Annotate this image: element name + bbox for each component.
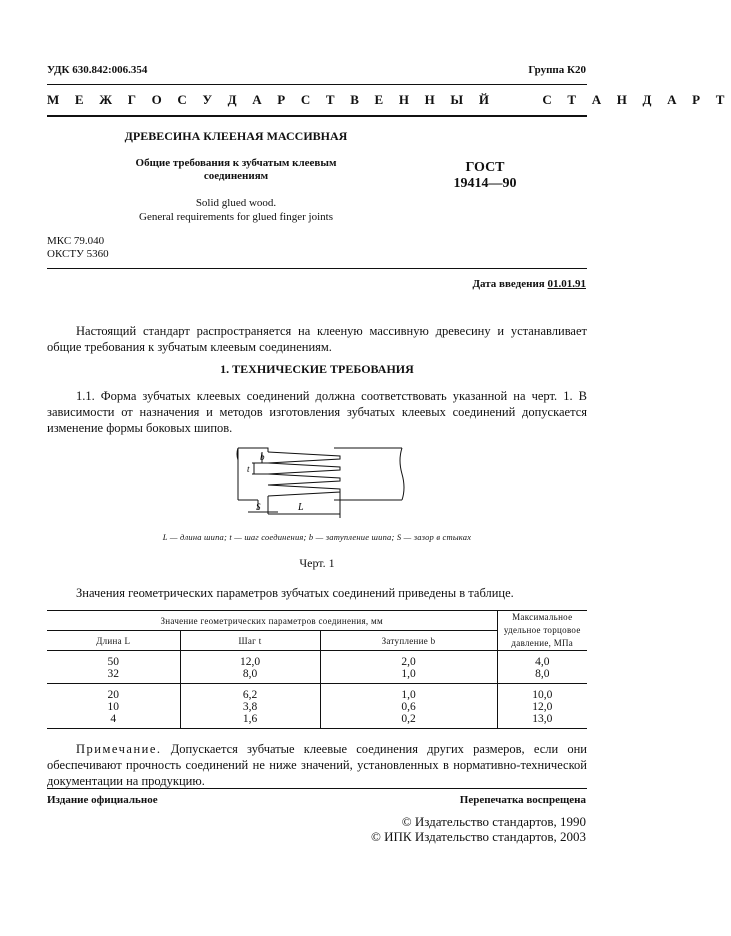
english-title-line-1: Solid glued wood. <box>195 197 277 209</box>
subtitle-line-1: Общие требования к зубчатым клеевым <box>135 157 337 169</box>
figure-legend: L — длина шипа; t — шаг соединения; b — затупление шипа; S — зазор в стыках <box>162 532 472 542</box>
note-text: Допускается зубчатые клеевые соединения других размеров, если они обеспечивают прочность соединений не ниже значений, установленных в нормативно-технической документации на продукцию. <box>47 742 587 788</box>
intro-date <box>472 278 586 290</box>
cell-step: 3,8 <box>180 701 320 713</box>
cell-length: 4 <box>47 713 180 729</box>
label-b: b <box>260 452 265 462</box>
parameters-table <box>47 610 587 729</box>
right-break-line <box>400 448 404 500</box>
table-header-blunt: Затупление b <box>320 631 497 651</box>
gost-label: ГОСТ <box>465 160 505 175</box>
finger-joint-drawing <box>234 440 406 520</box>
copyright-2003: © ИПК Издательство стандартов, 2003 <box>371 829 586 844</box>
header-rule <box>47 84 587 85</box>
table-row <box>47 689 587 701</box>
cell-blunt: 1,0 <box>320 668 497 684</box>
cell-length: 10 <box>47 701 180 713</box>
cell-blunt: 1,0 <box>320 689 497 701</box>
mks-code: МКС 79.040 <box>47 235 105 247</box>
table-header-length: Длина L <box>47 631 180 651</box>
document-title: ДРЕВЕСИНА КЛЕЕНАЯ МАССИВНАЯ <box>124 129 348 143</box>
cell-step: 1,6 <box>180 713 320 729</box>
codes-rule <box>47 268 587 269</box>
label-t: t <box>247 464 250 474</box>
table-row <box>47 656 587 668</box>
udk-code: УДК 630.842:006.354 <box>47 64 148 76</box>
footer-rule <box>47 788 587 789</box>
table-header-step: Шаг t <box>180 631 320 651</box>
cell-strength: 10,0 <box>532 689 553 701</box>
intro-date-label: Дата введения <box>472 278 545 290</box>
reprint-notice: Перепечатка воспрещена <box>459 794 586 806</box>
cell-step: 8,0 <box>180 668 320 684</box>
table-intro: Значения геометрических параметров зубчатых соединений приведены в таблице. <box>76 586 514 600</box>
cell-strength: 13,0 <box>497 713 587 729</box>
table-note <box>47 741 587 789</box>
subtitle-line-2: соединениям <box>203 170 269 182</box>
group-code: Группа К20 <box>528 64 586 76</box>
cell-length: 20 <box>47 689 180 701</box>
note-label: Примечание. <box>76 742 162 756</box>
table-row <box>47 701 587 713</box>
label-s: S <box>256 502 261 512</box>
cell-strength: 12,0 <box>532 701 553 713</box>
cell-step: 12,0 <box>180 656 320 668</box>
label-l: L <box>298 502 304 513</box>
cell-blunt: 0,6 <box>320 701 497 713</box>
cell-blunt: 2,0 <box>320 656 497 668</box>
table-row <box>47 668 587 684</box>
cell-strength: 4,0 <box>535 656 550 668</box>
standard-banner: М Е Ж Г О С У Д А Р С Т В Е Н Н Ы Й С Т А Н Д А Р Т <box>47 92 731 107</box>
table-row <box>47 713 587 729</box>
copyright-1990: © Издательство стандартов, 1990 <box>401 814 586 829</box>
official-edition: Издание официальное <box>47 794 158 806</box>
intro-date-value: 01.01.91 <box>547 278 586 290</box>
okstu-code: ОКСТУ 5360 <box>47 248 109 260</box>
section-heading: 1. ТЕХНИЧЕСКИЕ ТРЕБОВАНИЯ <box>220 362 414 376</box>
cell-blunt: 0,2 <box>320 713 497 729</box>
table-group-header: Значение геометрических параметров соединения, мм <box>47 611 497 631</box>
cell-strength: 8,0 <box>497 668 587 684</box>
figure-title: Черт. 1 <box>299 556 335 570</box>
cell-length: 50 <box>47 656 180 668</box>
gost-number: 19414—90 <box>453 176 517 191</box>
finger-profile <box>268 452 340 496</box>
english-title-line-2: General requirements for glued finger joints <box>139 211 333 223</box>
section-paragraph-1-1: 1.1. Форма зубчатых клеевых соединений должна соответствовать указанной на черт. 1. В зависимости от назначения и методов изготовления зубчатых клеевых соединений допускается изменение формы боковых шипов. <box>47 389 587 435</box>
banner-rule <box>47 115 587 117</box>
intro-paragraph: Настоящий стандарт распространяется на клееную массивную древесину и устанавливает общие требования к зубчатым клеевым соединениям. <box>47 324 587 354</box>
table-header-strength: Максимальное удельное торцовое давление, МПа <box>497 611 587 651</box>
cell-step: 6,2 <box>180 689 320 701</box>
cell-length: 32 <box>47 668 180 684</box>
